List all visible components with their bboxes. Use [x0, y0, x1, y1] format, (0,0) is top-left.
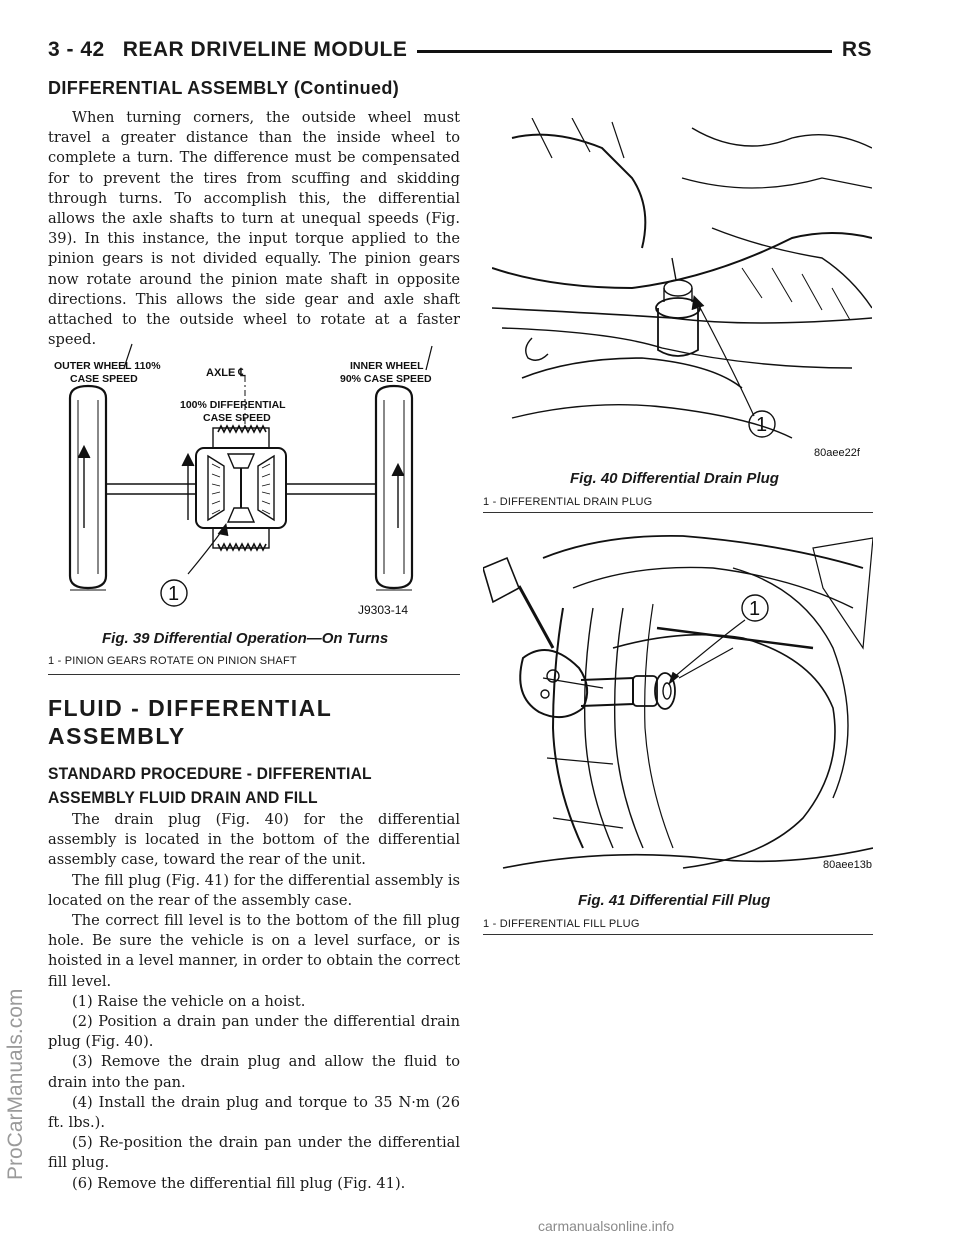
intro-paragraph: When turning corners, the outside wheel must travel a greater distance than the inside wheel to complete a turn. The difference must be compensated for to prevent the tires from scuffing and skidding through turns. To accomplish this, the differential allows the axle shafts to turn at unequal speeds (Fig. 39). In this instance, the input torque applied to the pinion gears is not divided equally. The pinion gears now rotate around the pinion mate shaft in opposite directions. This allows the side gear and axle shaft attached to the outside wheel to rotate at a faster speed.	[48, 109, 460, 349]
fig39-callout-number: 1	[168, 583, 180, 605]
fig40-art-code: 80aee22f	[814, 447, 860, 459]
step-item: (3) Remove the drain plug and allow the fluid to drain into the pan.	[48, 1053, 460, 1091]
fig41-callout-number: 1	[749, 598, 761, 620]
label-outer-wheel-1: OUTER WHEEL 110%	[54, 360, 161, 372]
module-title: REAR DRIVELINE MODULE	[122, 38, 408, 61]
intro-paragraph-block	[48, 108, 460, 350]
fig39-art-code: J9303-14	[358, 603, 409, 617]
footer-watermark: carmanualsonline.info	[538, 1218, 675, 1234]
side-watermark: ProCarManuals.com	[4, 988, 27, 1180]
fig41-rule	[483, 934, 873, 935]
fluid-heading-line-2: ASSEMBLY	[48, 723, 186, 749]
fig41-caption: Fig. 41 Differential Fill Plug	[578, 892, 771, 909]
continued-section-title: DIFFERENTIAL ASSEMBLY (Continued)	[48, 78, 400, 98]
fig39-caption: Fig. 39 Differential Operation—On Turns	[102, 630, 389, 647]
procedure-paragraph: The fill plug (Fig. 41) for the differential assembly is located on the rear of the assembly case.	[48, 871, 460, 909]
fluid-heading	[48, 694, 332, 750]
fig41-legend: 1 - DIFFERENTIAL FILL PLUG	[483, 918, 640, 930]
procedure-heading-line-1: STANDARD PROCEDURE - DIFFERENTIAL	[48, 764, 372, 783]
procedure-heading	[48, 762, 372, 810]
step-item: (5) Re-position the drain pan under the differential fill plug.	[48, 1134, 460, 1172]
label-inner-wheel-2: 90% CASE SPEED	[340, 373, 432, 385]
fluid-heading-line-1: FLUID - DIFFERENTIAL	[48, 695, 333, 721]
header-left	[48, 38, 417, 62]
fig39-rule	[48, 674, 460, 675]
procedure-heading-line-2: ASSEMBLY FLUID DRAIN AND FILL	[48, 788, 318, 807]
label-inner-wheel-1: INNER WHEEL	[350, 360, 424, 372]
step-item: (1) Raise the vehicle on a hoist.	[72, 992, 306, 1010]
fig39-illustration	[48, 338, 462, 628]
fig40-illustration	[492, 118, 872, 468]
label-differential-2: CASE SPEED	[203, 412, 271, 424]
fig40-callout-number: 1	[756, 414, 768, 436]
procedure-paragraph: The correct fill level is to the bottom of the fill plug hole. Be sure the vehicle is on a level surface, or is hoisted in a level manner, in order to obtain the correct fill level.	[48, 912, 460, 990]
label-axle: AXLE ℄	[206, 367, 246, 379]
fig41-illustration	[483, 528, 873, 884]
page-number: 3 - 42	[48, 38, 105, 61]
fig41-art-code: 80aee13b	[823, 859, 872, 871]
step-item: (2) Position a drain pan under the differential drain plug (Fig. 40).	[48, 1013, 460, 1051]
step-item: (6) Remove the differential fill plug (Fig. 41).	[72, 1174, 406, 1192]
section-code: RS	[832, 38, 872, 62]
step-item: (4) Install the drain plug and torque to 35 N·m (26 ft. lbs.).	[48, 1093, 460, 1132]
fig40-caption: Fig. 40 Differential Drain Plug	[570, 470, 779, 487]
fill-plug-photo	[483, 528, 873, 884]
drain-plug-photo	[492, 118, 872, 468]
label-differential-1: 100% DIFFERENTIAL	[180, 399, 286, 411]
differential-diagram	[48, 338, 462, 628]
fig40-legend: 1 - DIFFERENTIAL DRAIN PLUG	[483, 496, 653, 508]
label-outer-wheel-2: CASE SPEED	[70, 373, 138, 385]
fig39-legend: 1 - PINION GEARS ROTATE ON PINION SHAFT	[48, 655, 297, 667]
procedure-body	[48, 810, 460, 1194]
procedure-paragraph: The drain plug (Fig. 40) for the differential assembly is located in the bottom of the differential assembly case, toward the rear of the unit.	[48, 811, 460, 869]
fig40-rule	[483, 512, 873, 513]
